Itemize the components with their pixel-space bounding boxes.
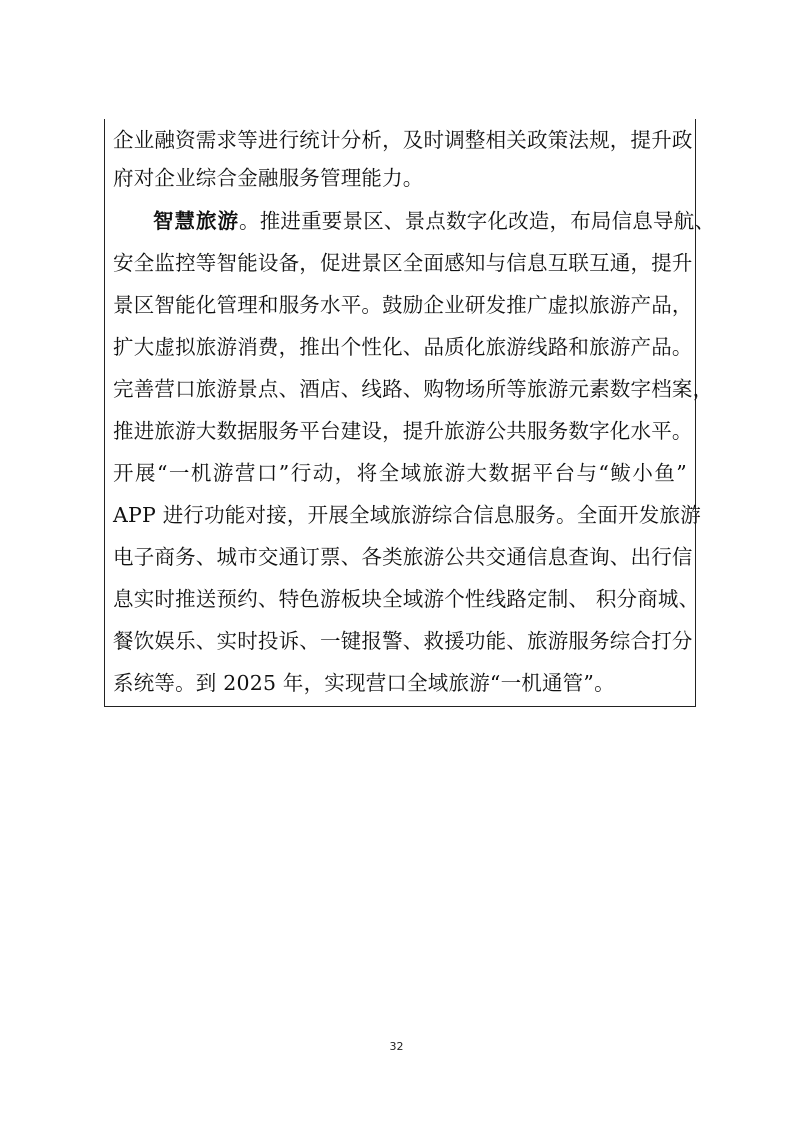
paragraph-2-line-8: APP 进行功能对接，开展全域旅游综合信息服务。全面开发旅游 <box>113 503 701 527</box>
paragraph-2-line-6: 推进旅游大数据服务平台建设，提升旅游公共服务数字化水平。 <box>113 419 693 443</box>
page-number: 32 <box>389 1040 404 1053</box>
paragraph-2-line-12: 系统等。到 2025 年，实现营口全域旅游“一机通管”。 <box>113 671 615 695</box>
paragraph-2-line-7: 开展“一机游营口”行动，将全域旅游大数据平台与“鲅小鱼” <box>113 461 687 485</box>
paragraph-1-line-2: 府对企业综合金融服务管理能力。 <box>113 166 424 190</box>
section-heading: 智慧旅游 <box>153 209 239 233</box>
paragraph-2-line-10: 息实时推送预约、特色游板块全域游个性线路定制、 积分商城、 <box>113 587 700 611</box>
paragraph-2-line-2: 安全监控等智能设备，促进景区全面感知与信息互联互通，提升 <box>113 251 693 275</box>
paragraph-2-line-3: 景区智能化管理和服务水平。鼓励企业研发推广虚拟旅游产品， <box>113 293 693 317</box>
paragraph-2-line-4: 扩大虚拟旅游消费，推出个性化、品质化旅游线路和旅游产品。 <box>113 335 693 359</box>
paragraph-1-line-1: 企业融资需求等进行统计分析，及时调整相关政策法规，提升政 <box>113 128 693 152</box>
bordered-text-box <box>104 119 716 707</box>
paragraph-2-line-11: 餐饮娱乐、实时投诉、一键报警、救援功能、旅游服务综合打分 <box>113 629 693 653</box>
paragraph-2-line-1 <box>153 207 716 235</box>
paragraph-2-line-1-text: 。推进重要景区、景点数字化改造，布局信息导航、 <box>239 209 716 233</box>
paragraph-2-line-9: 电子商务、城市交通订票、各类旅游公共交通信息查询、出行信 <box>113 545 693 569</box>
paragraph-2-line-5: 完善营口旅游景点、酒店、线路、购物场所等旅游元素数字档案， <box>113 377 714 401</box>
